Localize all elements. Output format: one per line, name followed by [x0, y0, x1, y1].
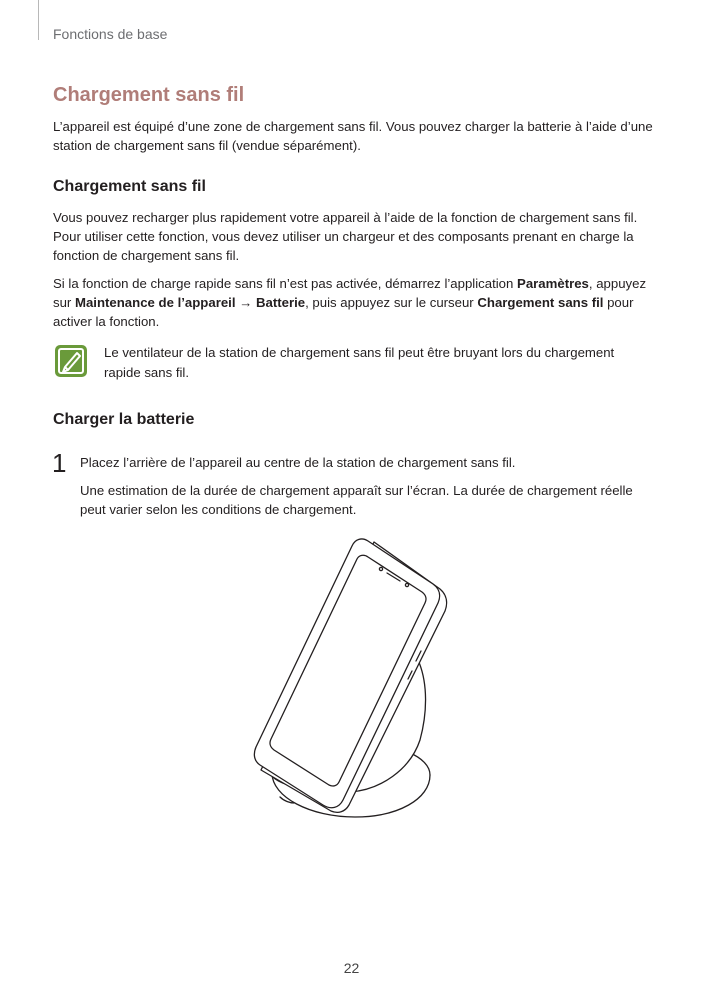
note-icon — [54, 344, 88, 378]
para2-text-pre: Si la fonction de charge rapide sans fil n’est pas activée, démarrez l’application — [53, 276, 518, 291]
battery-label: Batterie — [256, 295, 306, 310]
header-section-label: Fonctions de base — [53, 26, 168, 42]
wireless-paragraph-2 — [53, 274, 653, 331]
page-title: Chargement sans fil — [53, 84, 245, 106]
arrow-separator: → — [235, 295, 256, 310]
settings-app-label: Paramètres — [517, 276, 589, 291]
step-instruction: Placez l’arrière de l’appareil au centre de la station de chargement sans fil. — [80, 455, 516, 470]
step-number: 1 — [52, 448, 67, 478]
header-rule — [38, 0, 39, 40]
subsection-heading-charge-battery: Charger la batterie — [53, 411, 195, 428]
device-maintenance-label: Maintenance de l’appareil — [74, 295, 236, 310]
phone-on-charger-illustration — [250, 535, 460, 835]
intro-paragraph: L’appareil est équipé d’une zone de chargement sans fil. Vous pouvez charger la batterie à l’aide d’une station de chargement sans fil (vendue séparément). — [53, 119, 653, 153]
note-text: Le ventilateur de la station de chargement sans fil peut être bruyant lors du chargement rapide sans fil. — [104, 345, 615, 380]
para2-text-mid1: , appuyez sur — [53, 276, 647, 310]
para2-text-mid2: , puis appuyez sur le curseur — [305, 295, 478, 310]
step-detail: Une estimation de la durée de chargement apparaît sur l’écran. La durée de chargement réelle peut varier selon les conditions de chargement. — [80, 483, 633, 517]
wireless-paragraph-1: Vous pouvez recharger plus rapidement votre appareil à l’aide de la fonction de chargement sans fil. Pour utiliser cette fonction, vous devez utiliser un chargeur et des composants prenant en charge la fonction de chargement sans fil. — [53, 210, 638, 263]
subsection-heading-wireless: Chargement sans fil — [53, 178, 206, 195]
wireless-charging-toggle-label: Chargement sans fil — [477, 295, 604, 310]
page-number: 22 — [343, 960, 360, 976]
para2-text-post: pour activer la fonction. — [53, 295, 634, 329]
